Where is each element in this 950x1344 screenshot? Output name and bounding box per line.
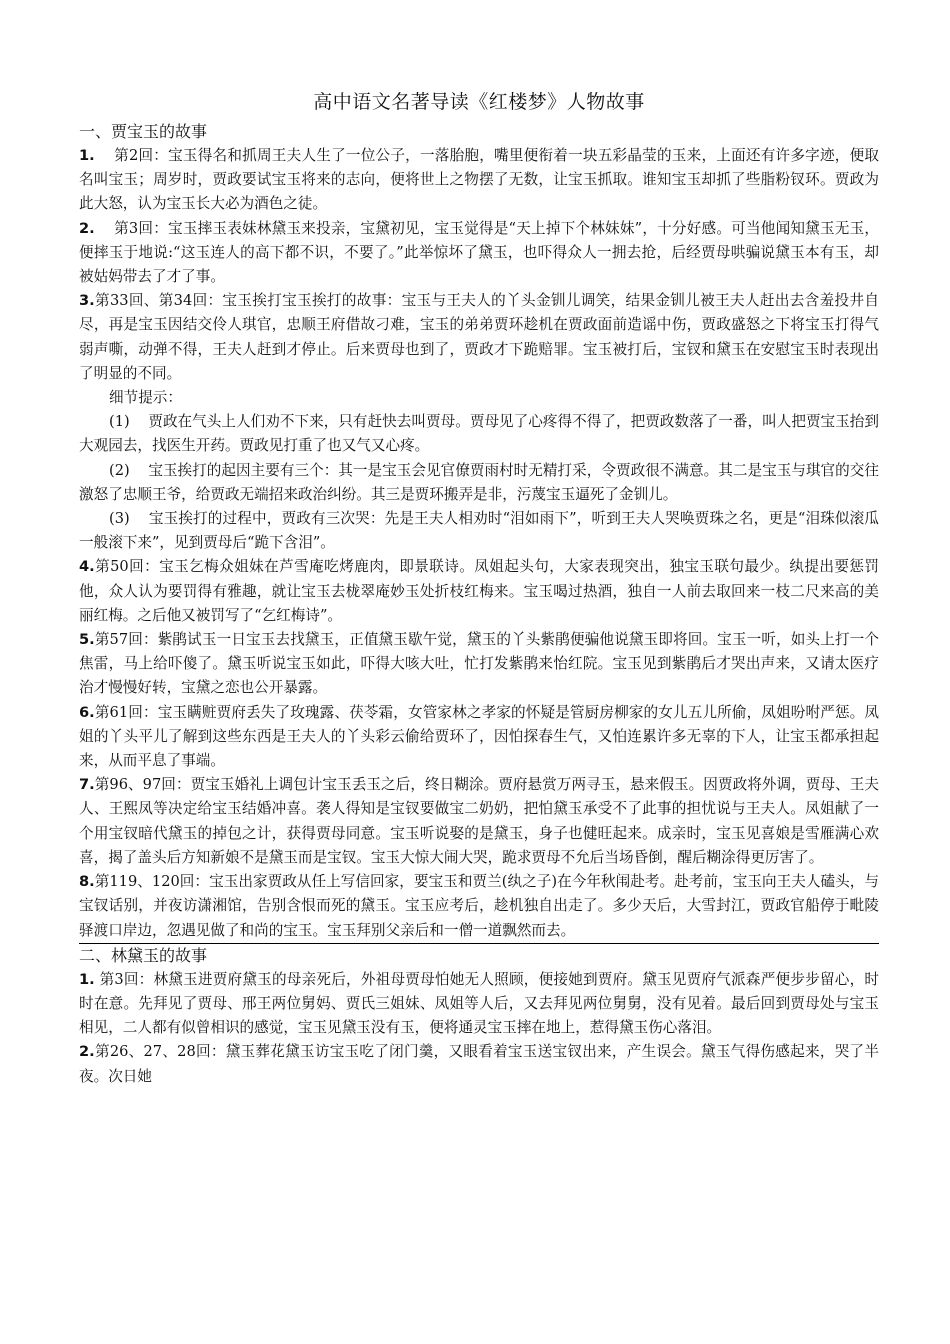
item-text: 第96、97回：贾宝玉婚礼上调包计宝玉丢玉之后，终日糊涂。贾府悬赏万两寻玉，悬来假玉。因贾政将外调，贾母、王夫人、王熙凤等决定给宝玉结婚冲喜。袭人得知是宝钗要做宝二奶奶，把怕黛玉承受不了此事的担忧说与王夫人。凤姐献了一个用宝钗暗代黛玉的掉包之计，获得贾母同意。宝玉听说娶的是黛玉，身子也健旺起来。成亲时，宝玉见喜娘是雪雁满心欢喜，揭了盖头后方知新娘不是黛玉而是宝钗。宝玉大惊大闹大哭，跪求贾母不允后当场昏倒，醒后糊涂得更厉害了。 (79, 776, 879, 866)
detail-number: (1) (109, 413, 130, 431)
story-item (79, 628, 879, 701)
story-item (79, 773, 879, 870)
item-text: 第2回：宝玉得名和抓周王夫人生了一位公子，一落胎胞，嘴里便衔着一块五彩晶莹的玉来，上面还有许多字迹，便取名叫宝玉；周岁时，贾政要试宝玉将来的志向，便将世上之物摆了无数，让宝玉抓取。谁知宝玉却抓了些脂粉钗环。贾政为此大怒，认为宝玉长大必为酒色之徒。 (79, 147, 879, 213)
detail-item (79, 459, 879, 507)
detail-item (79, 507, 879, 555)
story-item (79, 968, 879, 1041)
item-text: 第61回：宝玉瞒赃贾府丢失了玫瑰露、茯苓霜，女管家林之孝家的怀疑是管厨房柳家的女儿五儿所偷，凤姐吩咐严惩。凤姐的丫头平儿了解到这些东西是王夫人的丫头彩云偷给贾环了，因怕探春生气，又怕连累许多无辜的下人，让宝玉都承担起来，从而平息了事端。 (79, 703, 879, 770)
item-number: 6. (79, 703, 95, 721)
detail-text: 宝玉挨打的起因主要有三个：其一是宝玉会见官僚贾雨村时无精打采，令贾政很不满意。其二是宝玉与琪官的交往激怒了忠顺王爷，给贾政无端招来政治纠纷。其三是贾环搬弄是非，污蔑宝玉逼死了金钏儿。 (79, 461, 879, 503)
item-text: 第119、120回：宝玉出家贾政从任上写信回家，要宝玉和贾兰(纨之子)在今年秋闱赴考。赴考前，宝玉向王夫人磕头，与宝钗话别，并夜访潇湘馆，告别含恨而死的黛玉。宝玉应考后，趁机独自出走了。多少天后，大雪封江，贾政官船停于毗陵驿渡口岸边，忽遇见做了和尚的宝玉。宝玉拜别父亲后和一僧一道飘然而去。 (79, 873, 879, 939)
story-item (79, 701, 879, 774)
item-number: 8. (79, 873, 95, 891)
story-item (79, 289, 879, 386)
item-number: 1. (79, 970, 95, 988)
item-text: 第57回：紫鹃试玉一日宝玉去找黛玉，正值黛玉歇午觉，黛玉的丫头紫鹃便骗他说黛玉即将回。宝玉一听，如头上打一个焦雷，马上给吓傻了。黛玉听说宝玉如此，吓得大咳大吐，忙打发紫鹃来怡红院。宝玉见到紫鹃后才哭出声来，又请太医疗治才慢慢好转，宝黛之恋也公开暴露。 (79, 631, 879, 697)
item-text: 第3回：林黛玉进贾府黛玉的母亲死后，外祖母贾母怕她无人照顾，便接她到贾府。黛玉见贾府气派森严便步步留心，时时在意。先拜见了贾母、邢王两位舅妈、贾氏三姐妹、凤姐等人后，又去拜见两位舅舅，没有见着。最后回到贾母处与宝玉相见，二人都有似曾相识的感觉，宝玉见黛玉没有玉，便将通灵宝玉摔在地上，惹得黛玉伤心落泪。 (79, 970, 879, 1037)
item-number: 2. (79, 1043, 95, 1061)
detail-number: (2) (109, 461, 130, 479)
item-number: 4. (79, 558, 95, 576)
item-number: 7. (79, 776, 95, 794)
item-number: 3. (79, 292, 95, 310)
section-heading-daiyu: 二、林黛玉的故事 (79, 945, 208, 965)
story-item (79, 1040, 879, 1088)
detail-item (79, 410, 879, 458)
story-item (79, 144, 879, 217)
document-page (79, 88, 879, 1089)
item-text: 第50回：宝玉乞梅众姐妹在芦雪庵吃烤鹿肉，即景联诗。凤姐起头句，大家表现突出，独宝玉联句最少。纨提出要惩罚他，众人认为要罚得有雅趣，就让宝玉去栊翠庵妙玉处折枝红梅来。宝玉喝过热酒，独自一人前去取回来一枝二尺来高的美丽红梅。之后他又被罚写了“乞红梅诗”。 (79, 558, 879, 624)
detail-text: 宝玉挨打的过程中，贾政有三次哭：先是王夫人相劝时“泪如雨下”，听到王夫人哭唤贾珠之名，更是“泪珠似滚瓜一般滚下来”，见到贾母后“跪下含泪”。 (79, 510, 879, 552)
story-item (79, 870, 879, 943)
item-text: 第26、27、28回：黛玉葬花黛玉访宝玉吃了闭门羹，又眼看着宝玉送宝钗出来，产生误会。黛玉气得伤感起来，哭了半夜。次日她 (79, 1043, 879, 1085)
item-number: 1. (79, 147, 95, 164)
detail-number: (3) (109, 510, 130, 528)
item-number: 2. (79, 219, 95, 237)
detail-text: 贾政在气头上人们劝不下来，只有赶快去叫贾母。贾母见了心疼得不得了，把贾政数落了一番，叫人把贾宝玉抬到大观园去，找医生开药。贾政见打重了也又气又心疼。 (79, 413, 879, 455)
page-title: 高中语文名著导读《红楼梦》人物故事 (313, 91, 645, 113)
item-text: 第3回：宝玉摔玉表妹林黛玉来投亲，宝黛初见，宝玉觉得是“天上掉下个林妹妹”，十分好感。可当他闻知黛玉无玉，便摔玉于地说:“这玉连人的高下都不识，不要了。”此举惊坏了黛玉，也吓得众人一拥去抢，后经贾母哄骗说黛玉本有玉，却被姑妈带去了才了事。 (79, 219, 879, 286)
story-item (79, 217, 879, 290)
detail-label: 细节提示： (109, 389, 182, 407)
item-number: 5. (79, 631, 95, 649)
section-heading-baoyu: 一、贾宝玉的故事 (79, 122, 208, 141)
item-text: 第33回、第34回：宝玉挨打宝玉挨打的故事：宝玉与王夫人的丫头金钏儿调笑，结果金钏儿被王夫人赶出去含羞投井自尽，再是宝玉因结交伶人琪官，忠顺王府借故刁难，宝玉的弟弟贾环趁机在贾政面前造谣中伤，贾政盛怒之下将宝玉打得气弱声嘶，动弹不得，王夫人赶到才停止。后来贾母也到了，贾政才下跪赔罪。宝玉被打后，宝钗和黛玉在安慰宝玉时表现出了明显的不同。 (79, 292, 879, 382)
story-item (79, 555, 879, 628)
